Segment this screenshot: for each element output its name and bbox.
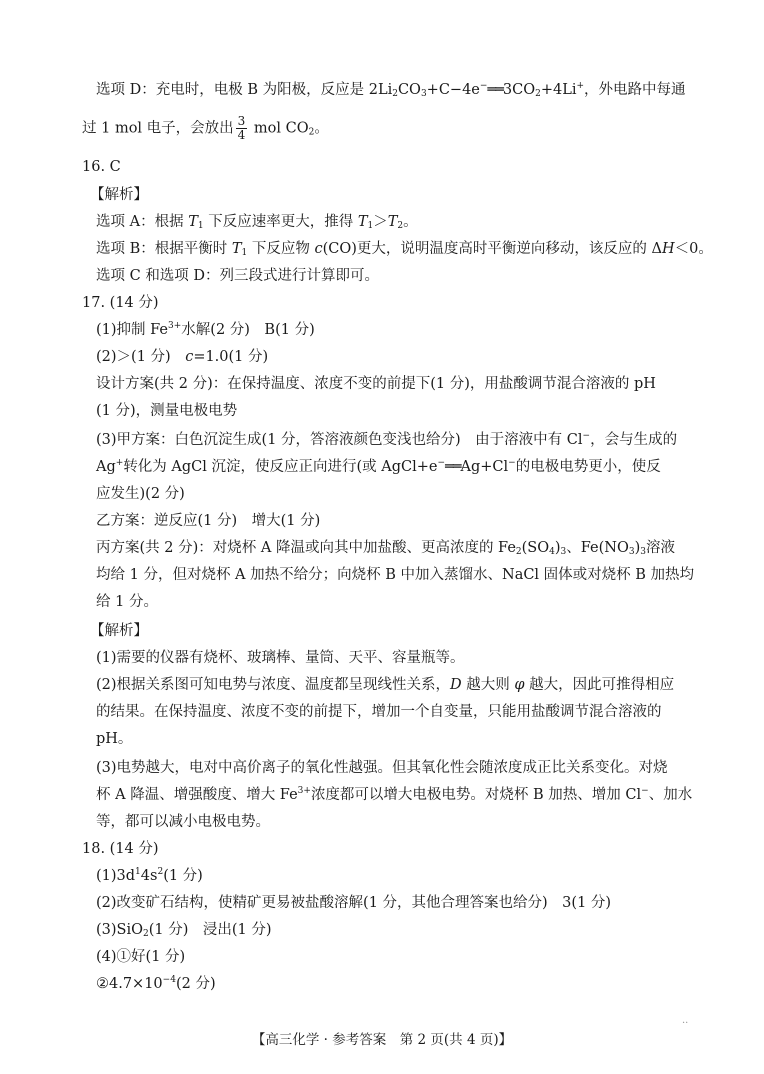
sup: + bbox=[576, 81, 585, 91]
text: (CO)更大，说明温度高时平衡逆向移动，该反应的 Δ bbox=[322, 241, 662, 257]
sub: 3 bbox=[560, 547, 567, 557]
analysis-3-end bbox=[96, 812, 270, 832]
q17-plan-c-cont bbox=[96, 565, 694, 585]
line-option-d-cont bbox=[82, 115, 329, 142]
text: (2 分) bbox=[175, 976, 216, 992]
text: (1 分) bbox=[163, 868, 203, 884]
text: 给 1 分。 bbox=[96, 594, 158, 610]
text: 。 bbox=[403, 214, 418, 230]
text: 下反应物 bbox=[247, 241, 315, 257]
text: 越大则 bbox=[461, 677, 515, 693]
line-option-b bbox=[96, 239, 713, 259]
q18-part4 bbox=[96, 947, 185, 967]
text: 下反应速率更大，推得 bbox=[203, 214, 358, 230]
text: (3)甲方案：白色沉淀生成(1 分，答溶液颜色变浅也给分) 由于溶液中有 Cl bbox=[96, 432, 583, 448]
text: (2)＞(1 分) bbox=[96, 349, 186, 365]
text: Ag bbox=[96, 459, 116, 475]
q18-heading bbox=[82, 839, 159, 859]
text: 、Fe(NO bbox=[566, 540, 629, 556]
sub: 1 bbox=[241, 248, 248, 258]
q17-plan-c bbox=[96, 538, 675, 558]
text: ，会与生成的 bbox=[590, 432, 678, 448]
text: 选项 B：根据平衡时 bbox=[96, 241, 232, 257]
text: ②4.7×10 bbox=[96, 976, 163, 992]
equal-sign: ══ bbox=[487, 82, 503, 98]
sup: 2 bbox=[157, 867, 164, 877]
text: +C−4e bbox=[426, 82, 480, 98]
text: (4)①好(1 分) bbox=[96, 949, 186, 965]
var: D bbox=[450, 677, 462, 693]
text: 选项 C 和选项 D：列三段式进行计算即可。 bbox=[96, 268, 380, 284]
text: 转化为 AgCl 沉淀，使反应正向进行(或 AgCl+e bbox=[123, 459, 438, 475]
text: 。 bbox=[314, 120, 329, 137]
text: 选项 D：充电时，电极 B 为阳极，反应是 2Li bbox=[96, 82, 393, 98]
q17-plan-b bbox=[96, 511, 320, 531]
corner-mark: ·· bbox=[682, 1018, 689, 1029]
text: (1 分)，测量电极电势 bbox=[96, 403, 238, 419]
text: (1)抑制 Fe bbox=[96, 322, 168, 338]
text: ＞ bbox=[373, 214, 388, 230]
line-option-d bbox=[96, 80, 686, 100]
q18-part1 bbox=[96, 866, 203, 886]
sub: 2 bbox=[535, 89, 541, 99]
analysis-3-cont bbox=[96, 785, 692, 805]
q17-part3-plan-a-cont bbox=[96, 457, 661, 477]
text: (1)3d bbox=[96, 868, 136, 884]
line-option-cd bbox=[96, 266, 379, 286]
text: 水解(2 分) B(1 分) bbox=[181, 322, 315, 338]
var: c bbox=[185, 349, 194, 365]
q16-heading bbox=[82, 157, 121, 177]
text: (1 分) 浸出(1 分) bbox=[148, 922, 272, 938]
var: T bbox=[387, 214, 398, 230]
text: 丙方案(共 2 分)：对烧杯 A 降温或向其中加盐酸、更高浓度的 Fe bbox=[96, 540, 516, 556]
text: CO bbox=[397, 82, 421, 98]
sub: 3 bbox=[640, 547, 646, 557]
sup: + bbox=[115, 458, 124, 468]
text: 溶液 bbox=[646, 540, 675, 556]
text: 选项 A：根据 bbox=[96, 214, 189, 230]
sup: − bbox=[508, 458, 516, 468]
text: 18. (14 分) bbox=[82, 841, 159, 857]
analysis-label bbox=[90, 185, 148, 205]
text: pH。 bbox=[96, 731, 133, 747]
var: T bbox=[231, 241, 242, 257]
q17-part3-plan-a-end bbox=[96, 484, 185, 504]
text: (1)需要的仪器有烧杯、玻璃棒、量筒、天平、容量瓶等。 bbox=[96, 650, 465, 666]
text: mol CO bbox=[249, 120, 309, 137]
sup: 1 bbox=[135, 867, 141, 877]
text: 、加水 bbox=[648, 787, 693, 803]
equal-sign: ══ bbox=[445, 459, 461, 475]
text: Ag+Cl bbox=[460, 459, 509, 475]
denominator: 4 bbox=[237, 128, 246, 142]
text: 3CO bbox=[502, 82, 536, 98]
numerator: 3 bbox=[237, 114, 246, 128]
text: ) bbox=[634, 540, 641, 556]
var: c bbox=[314, 241, 323, 257]
q17-part1 bbox=[96, 320, 315, 340]
var: φ bbox=[514, 677, 525, 693]
q17-heading bbox=[82, 293, 159, 313]
analysis-2 bbox=[96, 675, 674, 695]
text: (2)改变矿石结构，使精矿更易被盐酸溶解(1 分，其他合理答案也给分) 3(1 分) bbox=[96, 895, 612, 911]
text: ，外电路中每通 bbox=[584, 82, 686, 98]
q17-part2 bbox=[96, 347, 268, 367]
sup: 3+ bbox=[297, 786, 311, 796]
text: 等，都可以减小电极电势。 bbox=[96, 814, 270, 830]
var: T bbox=[188, 214, 198, 230]
analysis-2-end bbox=[96, 729, 132, 749]
sub: 4 bbox=[549, 547, 555, 557]
text: 16. C bbox=[82, 159, 121, 175]
text: ) bbox=[554, 540, 561, 556]
sup: − bbox=[582, 431, 591, 441]
sup: − bbox=[479, 81, 488, 91]
text: 的结果。在保持温度、浓度不变的前提下，增加一个自变量，只能用盐酸调节混合溶液的 bbox=[96, 704, 662, 720]
sub: 1 bbox=[197, 221, 204, 231]
analysis-1 bbox=[96, 648, 465, 668]
sub: 2 bbox=[143, 929, 149, 939]
var: H bbox=[662, 241, 675, 257]
text: 17. (14 分) bbox=[82, 295, 159, 311]
text: 设计方案(共 2 分)：在保持温度、浓度不变的前提下(1 分)，用盐酸调节混合溶液的 pH bbox=[96, 376, 656, 392]
line-option-a bbox=[96, 212, 418, 232]
text: (SO bbox=[521, 540, 550, 556]
sub: 2 bbox=[392, 89, 398, 99]
analysis-label bbox=[90, 621, 148, 641]
text: 均给 1 分，但对烧杯 A 加热不给分；向烧杯 B 中加入蒸馏水、NaCl 固体或对烧杯 B 加热均 bbox=[96, 567, 695, 583]
sub: 2 bbox=[397, 221, 404, 231]
page-footer: 【高三化学 · 参考答案 第 2 页(共 4 页)】 bbox=[251, 1032, 513, 1048]
text: 4s bbox=[140, 868, 158, 884]
analysis-3 bbox=[96, 758, 668, 778]
text: 越大，因此可推得相应 bbox=[524, 677, 675, 693]
sub: 2 bbox=[308, 127, 315, 138]
text: 过 1 mol 电子，会放出 bbox=[82, 120, 234, 137]
text: 乙方案：逆反应(1 分) 增大(1 分) bbox=[96, 513, 321, 529]
sup: − bbox=[437, 458, 446, 468]
text: +4Li bbox=[540, 82, 577, 98]
text: (2)根据关系图可知电势与浓度、温度都呈现线性关系， bbox=[96, 677, 451, 693]
text: 的电极电势更小，使反 bbox=[515, 459, 661, 475]
q17-design bbox=[96, 374, 656, 394]
sup: −4 bbox=[162, 975, 176, 985]
text: ＜0。 bbox=[674, 241, 713, 257]
text: =1.0(1 分) bbox=[193, 349, 269, 365]
sub: 3 bbox=[628, 547, 635, 557]
fraction bbox=[236, 115, 248, 142]
text: 应发生)(2 分) bbox=[96, 486, 185, 502]
q18-part2 bbox=[96, 893, 611, 913]
q18-part4-2 bbox=[96, 974, 216, 994]
q18-part3 bbox=[96, 920, 272, 940]
text: 【解析】 bbox=[90, 623, 148, 639]
text: 浓度都可以增大电极电势。对烧杯 B 加热、增加 Cl bbox=[310, 787, 642, 803]
var: T bbox=[357, 214, 368, 230]
q17-plan-c-end bbox=[96, 592, 158, 612]
sub: 1 bbox=[367, 221, 374, 231]
analysis-2-cont bbox=[96, 702, 662, 722]
text: (3)电势越大，电对中高价离子的氧化性越强。但其氧化性会随浓度成正比关系变化。对烧 bbox=[96, 760, 668, 776]
q17-design-cont bbox=[96, 401, 237, 421]
text: (3)SiO bbox=[96, 922, 143, 938]
text: 杯 A 降温、增强酸度、增大 Fe bbox=[96, 787, 298, 803]
text: 【解析】 bbox=[90, 187, 148, 203]
sup: 3+ bbox=[168, 321, 182, 331]
q17-part3-plan-a bbox=[96, 430, 677, 450]
sup: − bbox=[641, 786, 649, 796]
sub: 2 bbox=[515, 547, 522, 557]
sub: 3 bbox=[420, 89, 427, 99]
